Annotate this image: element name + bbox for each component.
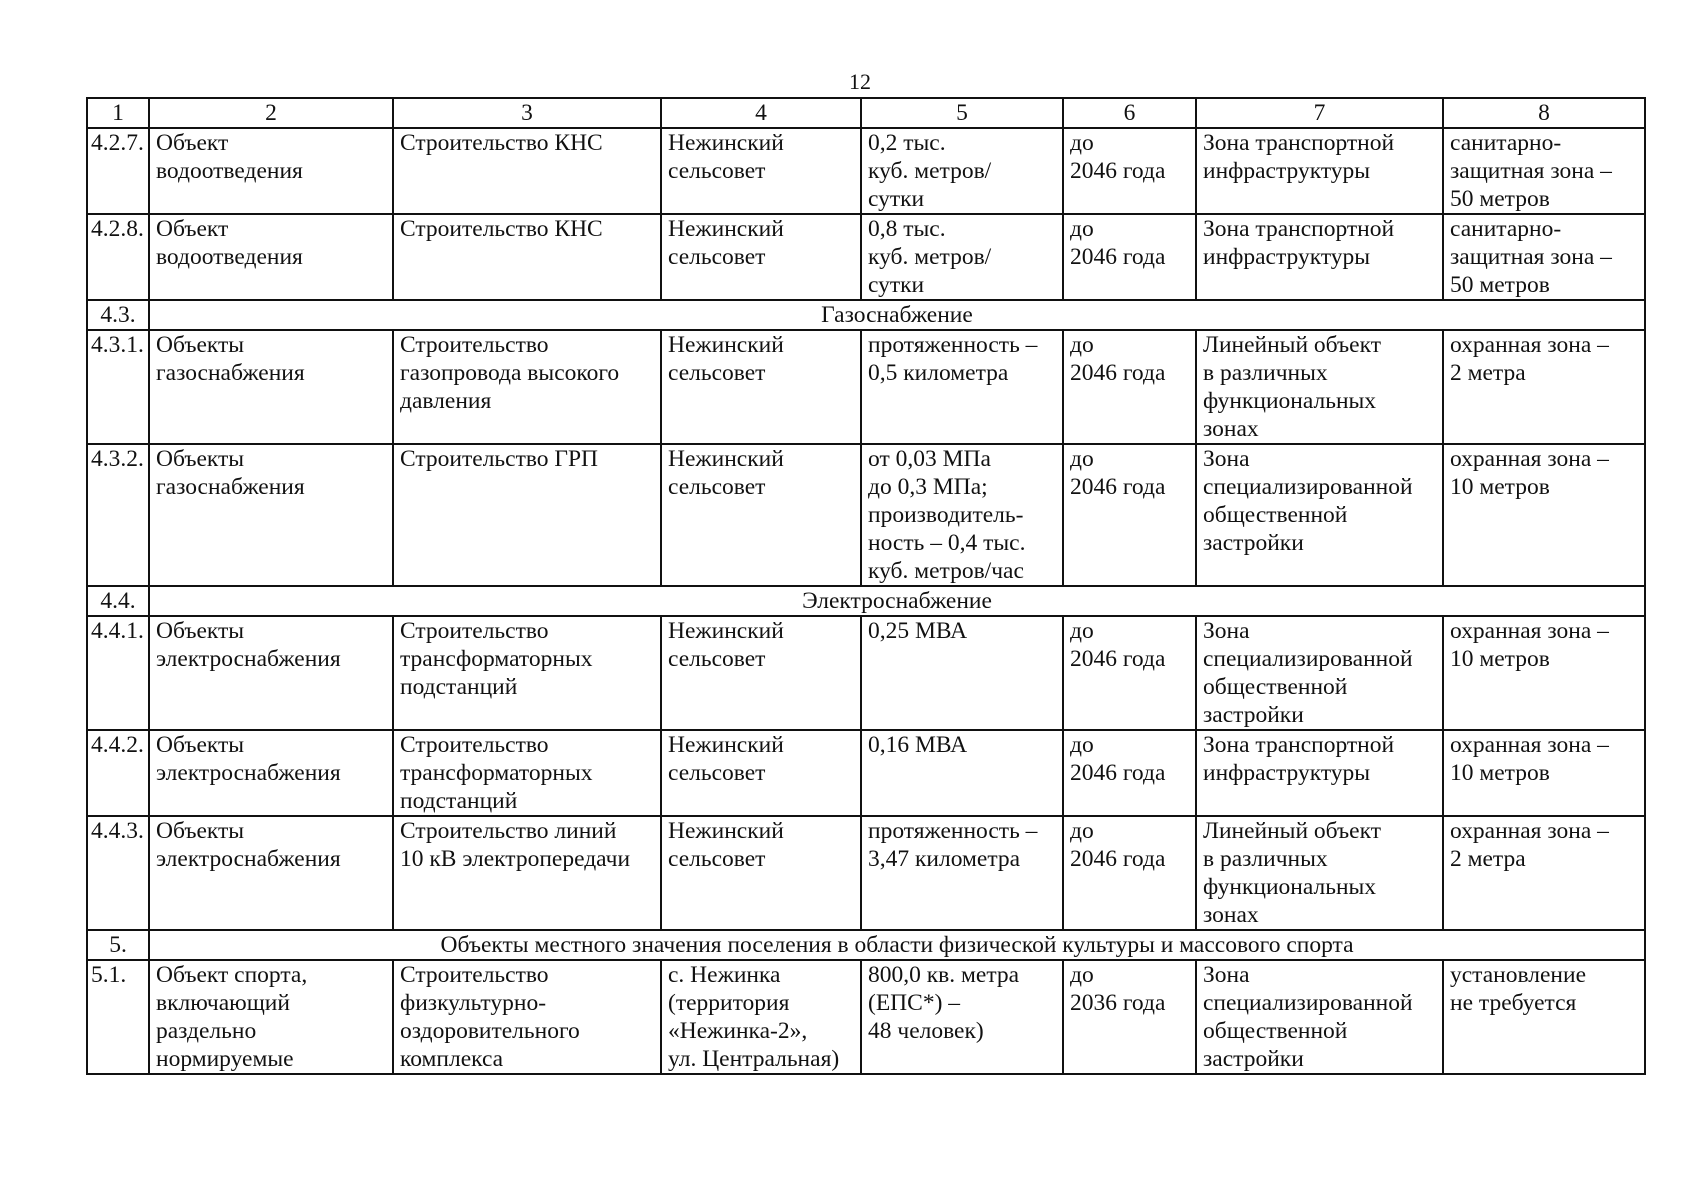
object-name-cell: Объекты электроснабжения (149, 730, 393, 816)
object-name-cell: Объект водоотведения (149, 128, 393, 214)
row-number-cell: 5.1. (87, 960, 149, 1074)
column-number: 2 (149, 98, 393, 128)
row-number-cell: 4.3. (87, 300, 149, 330)
restriction-cell: охранная зона – 10 метров (1443, 444, 1645, 586)
work-type-cell: Строительство физкультурно- оздоровительного комплекса (393, 960, 661, 1074)
table-row (87, 214, 1645, 300)
table-row (87, 816, 1645, 930)
capacity-cell: 0,25 МВА (861, 616, 1063, 730)
location-cell: Нежинский сельсовет (661, 816, 861, 930)
row-number-cell: 4.4.3. (87, 816, 149, 930)
restriction-cell: охранная зона – 10 метров (1443, 730, 1645, 816)
work-type-cell: Строительство КНС (393, 128, 661, 214)
work-type-cell: Строительство КНС (393, 214, 661, 300)
column-number: 6 (1063, 98, 1196, 128)
location-cell: Нежинский сельсовет (661, 128, 861, 214)
page-number: 12 (849, 69, 871, 94)
zone-cell: Зона транспортной инфраструктуры (1196, 730, 1443, 816)
object-name-cell: Объекты газоснабжения (149, 330, 393, 444)
row-number-cell: 4.4.1. (87, 616, 149, 730)
table-row (87, 960, 1645, 1074)
section-row (87, 930, 1645, 960)
table-row (87, 616, 1645, 730)
table-row (87, 128, 1645, 214)
table-row (87, 330, 1645, 444)
restriction-cell: охранная зона – 10 метров (1443, 616, 1645, 730)
column-number: 1 (87, 98, 149, 128)
row-number-cell: 5. (87, 930, 149, 960)
location-cell: с. Нежинка (территория «Нежинка-2», ул. Центральная) (661, 960, 861, 1074)
work-type-cell: Строительство газопровода высокого давления (393, 330, 661, 444)
work-type-cell: Строительство ГРП (393, 444, 661, 586)
capacity-cell: протяженность – 3,47 километра (861, 816, 1063, 930)
restriction-cell: санитарно- защитная зона – 50 метров (1443, 214, 1645, 300)
row-number-cell: 4.4. (87, 586, 149, 616)
restriction-cell: установление не требуется (1443, 960, 1645, 1074)
restriction-cell: охранная зона – 2 метра (1443, 816, 1645, 930)
deadline-cell: до 2046 года (1063, 330, 1196, 444)
work-type-cell: Строительство трансформаторных подстанций (393, 730, 661, 816)
object-name-cell: Объект спорта, включающий раздельно нормируемые (149, 960, 393, 1074)
zone-cell: Линейный объект в различных функциональных зонах (1196, 816, 1443, 930)
capacity-cell: 0,2 тыс. куб. метров/ сутки (861, 128, 1063, 214)
objects-table (86, 97, 1646, 1075)
object-name-cell: Объекты электроснабжения (149, 816, 393, 930)
location-cell: Нежинский сельсовет (661, 330, 861, 444)
column-number: 7 (1196, 98, 1443, 128)
deadline-cell: до 2046 года (1063, 616, 1196, 730)
column-number: 3 (393, 98, 661, 128)
capacity-cell: протяженность – 0,5 километра (861, 330, 1063, 444)
zone-cell: Зона специализированной общественной застройки (1196, 444, 1443, 586)
object-name-cell: Объект водоотведения (149, 214, 393, 300)
deadline-cell: до 2046 года (1063, 444, 1196, 586)
section-row (87, 300, 1645, 330)
work-type-cell: Строительство трансформаторных подстанций (393, 616, 661, 730)
object-name-cell: Объекты газоснабжения (149, 444, 393, 586)
capacity-cell: 0,8 тыс. куб. метров/ сутки (861, 214, 1063, 300)
object-name-cell: Объекты электроснабжения (149, 616, 393, 730)
table-row (87, 444, 1645, 586)
section-title: Объекты местного значения поселения в области физической культуры и массового спорта (149, 930, 1645, 960)
zone-cell: Зона специализированной общественной застройки (1196, 616, 1443, 730)
zone-cell: Линейный объект в различных функциональных зонах (1196, 330, 1443, 444)
column-numbers-row (87, 98, 1645, 128)
section-title: Газоснабжение (149, 300, 1645, 330)
location-cell: Нежинский сельсовет (661, 730, 861, 816)
row-number-cell: 4.3.2. (87, 444, 149, 586)
section-row (87, 586, 1645, 616)
deadline-cell: до 2046 года (1063, 214, 1196, 300)
zone-cell: Зона специализированной общественной застройки (1196, 960, 1443, 1074)
column-number: 5 (861, 98, 1063, 128)
section-title: Электроснабжение (149, 586, 1645, 616)
deadline-cell: до 2046 года (1063, 730, 1196, 816)
row-number-cell: 4.2.7. (87, 128, 149, 214)
column-number: 8 (1443, 98, 1645, 128)
column-number: 4 (661, 98, 861, 128)
restriction-cell: санитарно- защитная зона – 50 метров (1443, 128, 1645, 214)
table-row (87, 730, 1645, 816)
capacity-cell: 0,16 МВА (861, 730, 1063, 816)
restriction-cell: охранная зона – 2 метра (1443, 330, 1645, 444)
deadline-cell: до 2036 года (1063, 960, 1196, 1074)
capacity-cell: 800,0 кв. метра (ЕПС*) – 48 человек) (861, 960, 1063, 1074)
row-number-cell: 4.3.1. (87, 330, 149, 444)
row-number-cell: 4.2.8. (87, 214, 149, 300)
zone-cell: Зона транспортной инфраструктуры (1196, 128, 1443, 214)
location-cell: Нежинский сельсовет (661, 214, 861, 300)
deadline-cell: до 2046 года (1063, 128, 1196, 214)
work-type-cell: Строительство линий 10 кВ электропередачи (393, 816, 661, 930)
zone-cell: Зона транспортной инфраструктуры (1196, 214, 1443, 300)
deadline-cell: до 2046 года (1063, 816, 1196, 930)
capacity-cell: от 0,03 МПа до 0,3 МПа; производитель- ность – 0,4 тыс. куб. метров/час (861, 444, 1063, 586)
location-cell: Нежинский сельсовет (661, 444, 861, 586)
row-number-cell: 4.4.2. (87, 730, 149, 816)
location-cell: Нежинский сельсовет (661, 616, 861, 730)
